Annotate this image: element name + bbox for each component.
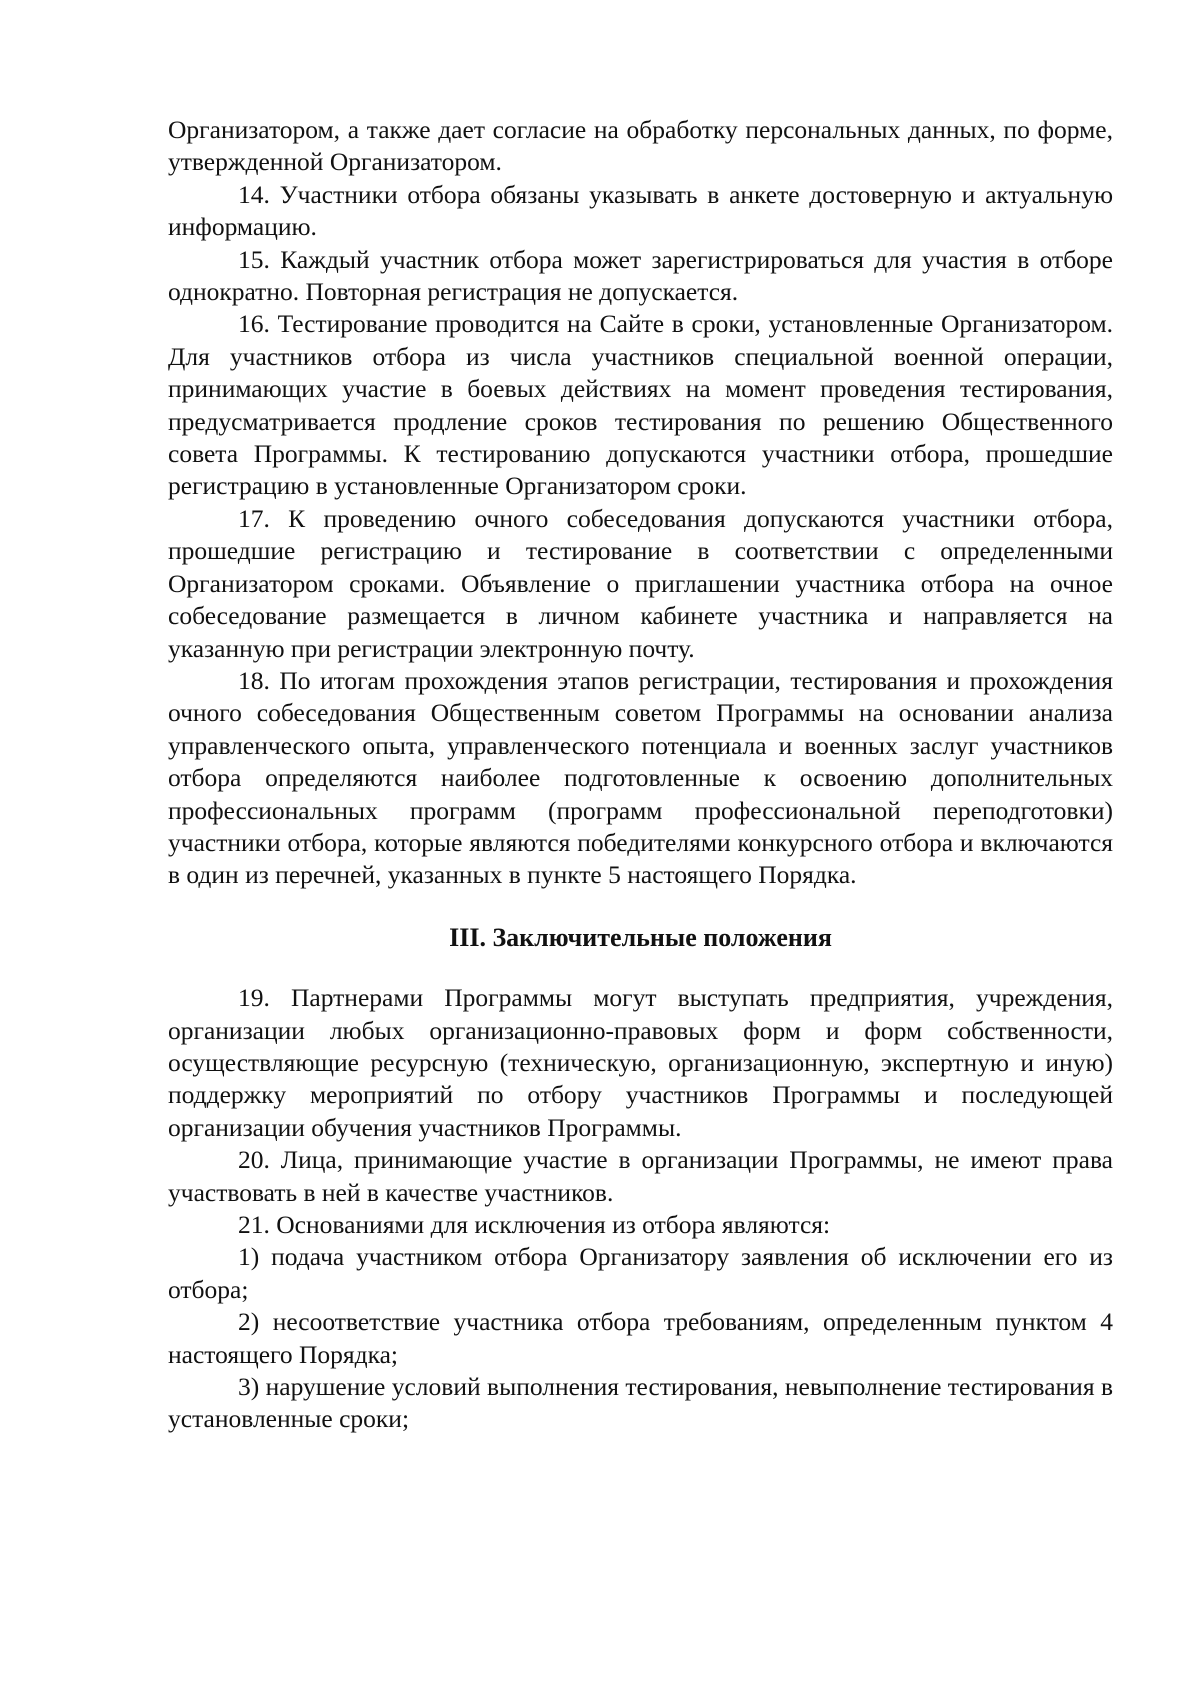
list-item-3: 3) нарушение условий выполнения тестирования, невыполнение тестирования в установленные сроки;: [168, 1372, 1113, 1434]
section-heading: III. Заключительные положения: [449, 922, 832, 952]
list-item-2: 2) несоответствие участника отбора требованиям, определенным пунктом 4 настоящего Порядка;: [168, 1307, 1113, 1369]
list-item-1: 1) подача участником отбора Организатору заявления об исключении его из отбора;: [168, 1242, 1113, 1304]
paragraph-14: 14. Участники отбора обязаны указывать в анкете достоверную и актуальную информацию.: [168, 179, 1113, 242]
paragraph-19: 19. Партнерами Программы могут выступать предприятия, учреждения, организации любых организационно-правовых форм и форм собственности, осуществляющие ресурсную (техническую, организационную, экспертную и иную) поддержку мероприятий по отбору участников Программы и последующей организации обучения участников Программы.: [168, 983, 1113, 1142]
paragraph-16: 16. Тестирование проводится на Сайте в сроки, установленные Организатором. Для участников отбора из числа участников специальной военной операции, принимающих участие в боевых действиях на момент проведения тестирования, предусматривается продление сроков тестирования по решению Общественного совета Программы. К тестированию допускаются участники отбора, прошедшие регистрацию в установленные Организатором сроки.: [168, 309, 1113, 501]
paragraph-20: 20. Лица, принимающие участие в организации Программы, не имеют права участвовать в ней в качестве участников.: [168, 1145, 1113, 1207]
paragraph-15: 15. Каждый участник отбора может зарегистрироваться для участия в отборе однократно. Повторная регистрация не допускается.: [168, 244, 1113, 307]
paragraph-21: 21. Основаниями для исключения из отбора являются:: [238, 1210, 831, 1239]
paragraph-13-continuation: Организатором, а также дает согласие на обработку персональных данных, по форме, утвержденной Организатором.: [168, 115, 1113, 177]
paragraph-18: 18. По итогам прохождения этапов регистрации, тестирования и прохождения очного собеседования Общественным советом Программы на основании анализа управленческого опыта, управленческого потенциала и военных заслуг участников отбора определяются наиболее подготовленные к освоению дополнительных профессиональных программ (программ профессиональной переподготовки) участники отбора, которые являются победителями конкурсного отбора и включаются в один из перечней, указанных в пункте 5 настоящего Порядка.: [168, 665, 1113, 890]
paragraph-17: 17. К проведению очного собеседования допускаются участники отбора, прошедшие регистрацию и тестирование в соответствии с определенными Организатором сроками. Объявление о приглашении участника отбора на очное собеседование размещается в личном кабинете участника и направляется на указанную при регистрации электронную почту.: [168, 503, 1113, 663]
document-body: [168, 114, 1113, 1436]
